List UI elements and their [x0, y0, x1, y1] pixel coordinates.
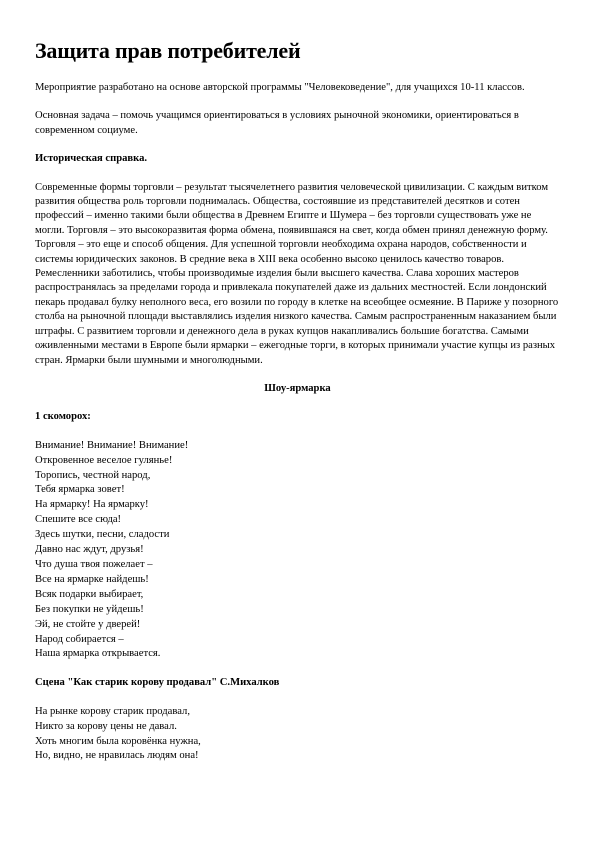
goal-paragraph: Основная задача – помочь учащимся ориентироваться в условиях рыночной экономики, ориентироваться в современном социуме.: [35, 110, 519, 136]
poem-line: На ярмарку! На ярмарку!: [35, 499, 149, 511]
poem-line: Хоть многим была коровёнка нужна,: [35, 735, 201, 747]
poem-line: Всяк подарки выбирает,: [35, 588, 144, 600]
poem-line: Но, видно, не нравилась людям она!: [35, 750, 199, 762]
document-page: [35, 38, 560, 778]
history-paragraph: Современные формы торговли – результат тысячелетнего развития человеческой цивилизации. С каждым витком развития общества роль торговли поднималась. Общества, состоявшие из представителей десятков и сотен профессий – именно такими были общества в Древнем Египте и Шумера – без торговли существовать уже не могли. Торговля – это высокоразвитая форма обмена, появившаяся на свет, когда обмен принял денежную форму. Торговля – это еще и способ общения. Для успешной торговли необходима охрана народов, собственности и системы юридических законов. В средние века в XIII века особенно высоко ценилось качество товаров. Ремесленники заботились, чтобы производимые изделия были высшего качества. Слава хороших мастеров распространялась за пределами города и привлекала покупателей даже из дальних местностей. Если лондонский пекарь продавал булку неполного веса, его возили по городу в клетке на всеобщее осмеяние. В Париже у позорного столба на рыночной площади выставлялись изделия низкого качества. Самым распространенным наказанием были штрафы. С развитием торговли и денежного дела в руках купцов накапливались большие богатства. Самыми оживленными местами в Европе были ярмарки – ежегодные торги, в которых принимали участие купцы из разных стран. Ярмарки были шумными и многолюдными.: [35, 181, 559, 366]
poem-line: Эй, не стойте у дверей!: [35, 618, 141, 630]
poem-line: Все на ярмарке найдешь!: [35, 573, 149, 585]
poem-line: Никто за корову цены не давал.: [35, 720, 177, 732]
show-heading: Шоу-ярмарка: [264, 382, 331, 394]
poem-line: Торопись, честной народ,: [35, 469, 151, 481]
poem-line: Спешите все сюда!: [35, 514, 122, 526]
poem-line: Тебя ярмарка зовет!: [35, 484, 125, 496]
scene-poem: [35, 705, 560, 765]
history-heading: Историческая справка.: [35, 153, 148, 165]
skomoroh-heading: 1 скоморох:: [35, 411, 91, 423]
poem-line: Здесь шутки, песни, сладости: [35, 529, 170, 541]
document-title: Защита прав потребителей: [35, 38, 301, 63]
poem-line: На рынке корову старик продавал,: [35, 705, 190, 717]
poem-line: Давно нас ждут, друзья!: [35, 544, 144, 556]
poem-line: Откровенное веселое гулянье!: [35, 454, 173, 466]
poem-line: Внимание! Внимание! Внимание!: [35, 439, 189, 451]
intro-paragraph: Мероприятие разработано на основе авторской программы "Человековедение", для учащихся 10-11 классов.: [35, 82, 525, 93]
skomoroh-poem: [35, 439, 560, 663]
poem-line: Что душа твоя пожелает –: [35, 558, 153, 570]
scene-heading: Сцена "Как старик корову продавал" С.Михалков: [35, 677, 280, 689]
poem-line: Народ собирается –: [35, 633, 124, 645]
poem-line: Без покупки не уйдешь!: [35, 603, 144, 615]
poem-line: Наша ярмарка открывается.: [35, 648, 161, 660]
